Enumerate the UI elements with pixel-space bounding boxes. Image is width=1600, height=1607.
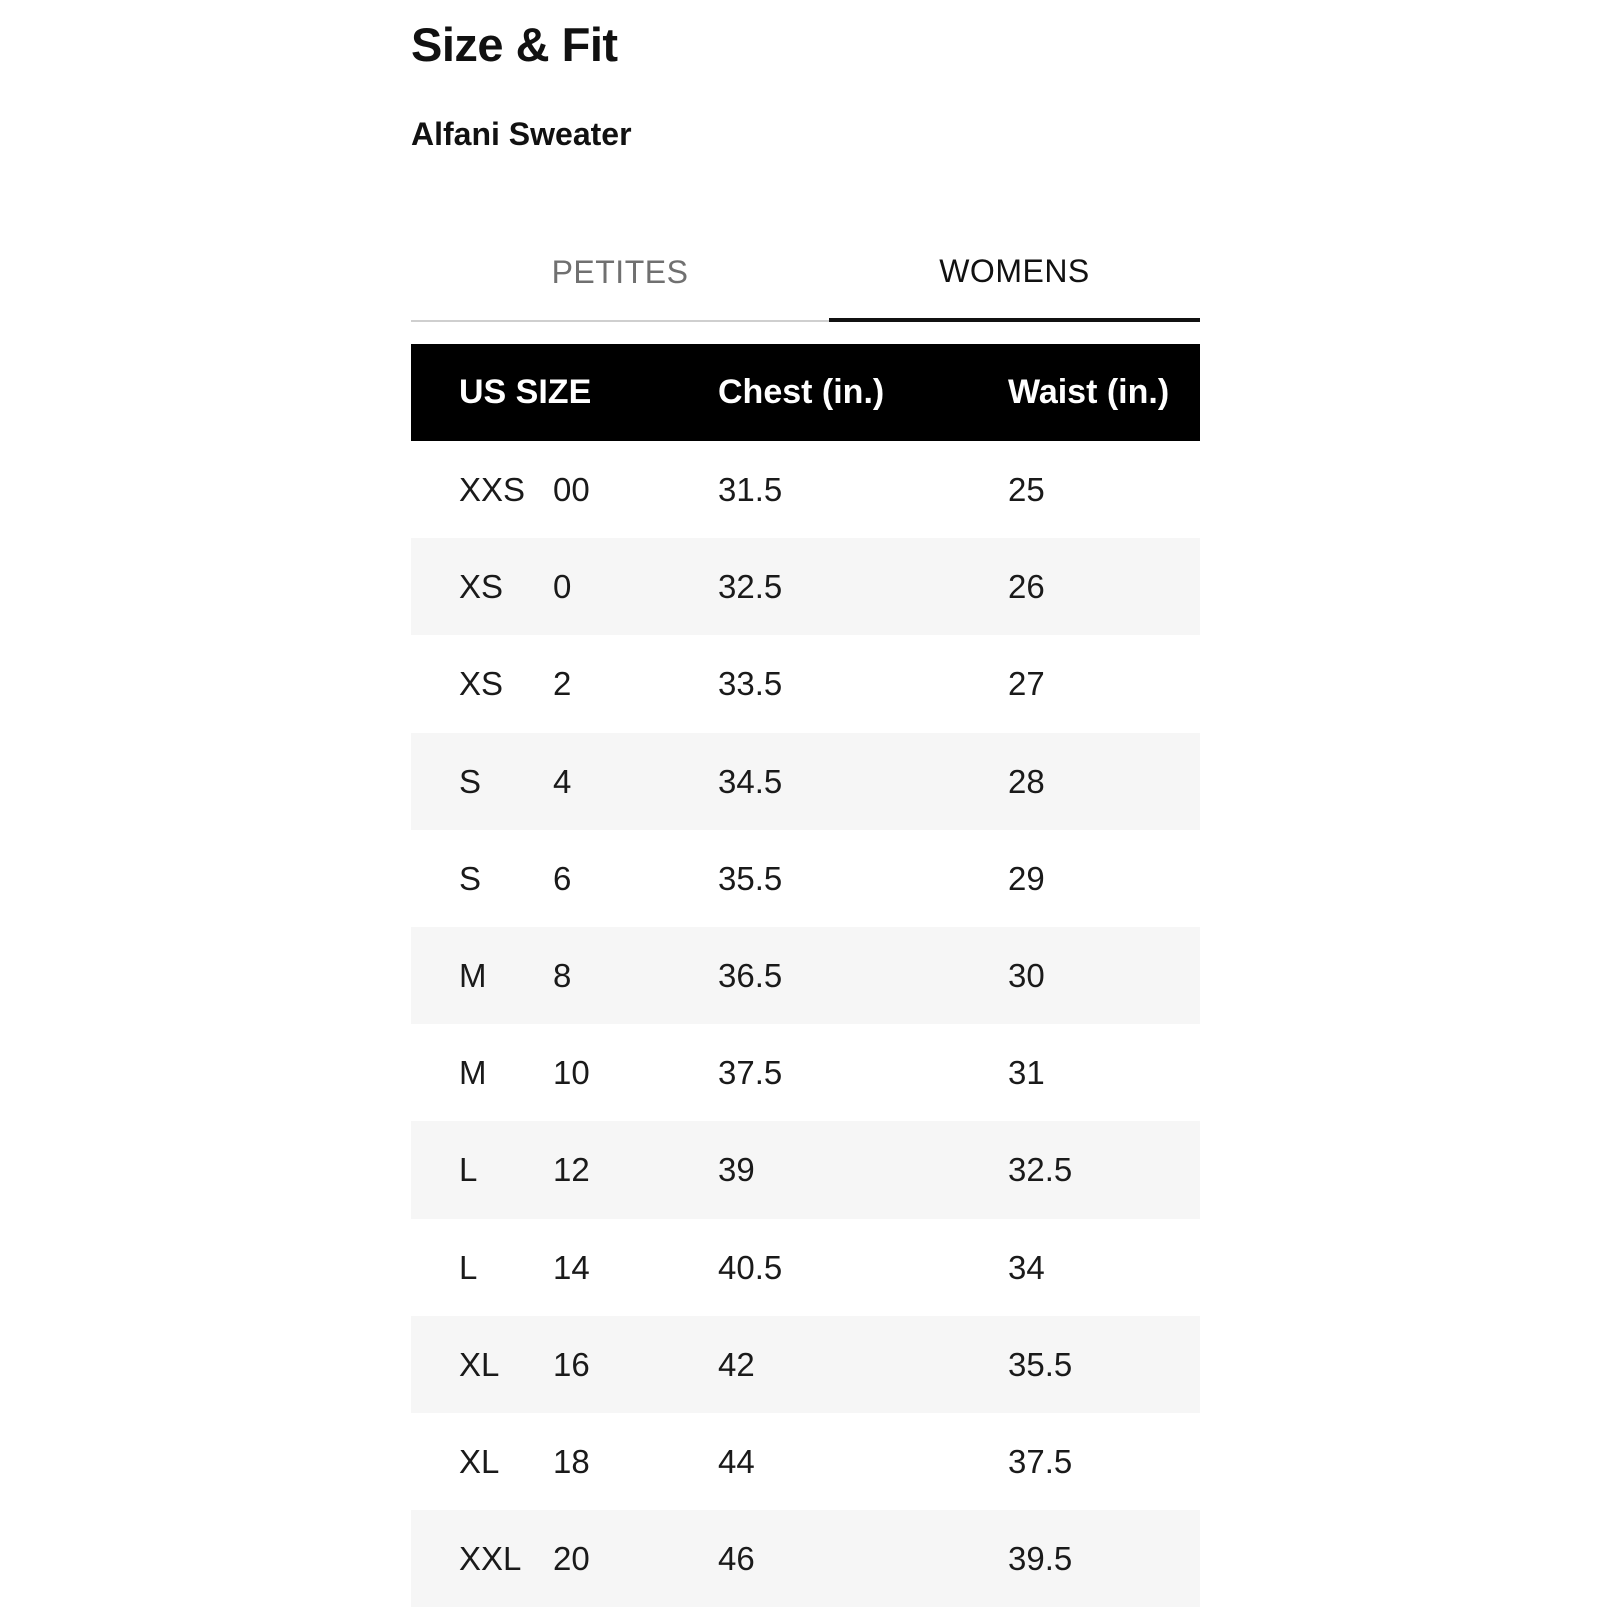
chest-cell: 42 (718, 1345, 755, 1383)
tab-womens[interactable]: WOMENS (829, 225, 1200, 322)
size-cell: XS (459, 568, 504, 606)
size-number-cell: 4 (553, 762, 572, 800)
chest-cell: 31.5 (718, 471, 783, 508)
waist-cell: 35.5 (1008, 1345, 1073, 1383)
table-row (411, 830, 1200, 927)
size-cell: XL (459, 1345, 500, 1383)
size-cell: L (459, 1151, 478, 1189)
size-number-cell: 8 (553, 956, 572, 994)
size-cell: S (459, 762, 482, 800)
chest-cell: 40.5 (718, 1248, 783, 1286)
size-chart-table (411, 344, 1200, 1607)
size-number-cell: 6 (553, 859, 572, 897)
table-header-row (411, 344, 1200, 441)
waist-cell: 34 (1008, 1248, 1045, 1286)
size-number-cell: 00 (553, 471, 590, 508)
waist-cell: 25 (1008, 471, 1045, 508)
chest-cell: 34.5 (718, 762, 783, 800)
size-cell: S (459, 859, 482, 897)
size-number-cell: 20 (553, 1540, 590, 1578)
waist-cell: 28 (1008, 762, 1045, 800)
waist-cell: 29 (1008, 859, 1045, 897)
table-row (411, 538, 1200, 635)
size-number-cell: 10 (553, 1054, 590, 1092)
size-number-cell: 16 (553, 1345, 590, 1383)
table-row (411, 733, 1200, 830)
table-row (411, 1121, 1200, 1218)
size-number-cell: 14 (553, 1248, 590, 1286)
table-row (411, 1413, 1200, 1510)
header-chest: Chest (in.) (718, 373, 885, 411)
size-number-cell: 0 (553, 568, 572, 606)
waist-cell: 32.5 (1008, 1151, 1073, 1189)
table-body (411, 441, 1200, 1607)
size-category-tabs (411, 225, 1200, 325)
chest-cell: 36.5 (718, 956, 783, 994)
waist-cell: 39.5 (1008, 1540, 1073, 1578)
table-row (411, 927, 1200, 1024)
size-cell: XXS (459, 471, 526, 508)
chest-cell: 33.5 (718, 665, 783, 703)
size-cell: L (459, 1248, 478, 1286)
table-row (411, 635, 1200, 732)
chest-cell: 37.5 (718, 1054, 783, 1092)
page-title: Size & Fit (411, 18, 618, 71)
chest-cell: 46 (718, 1540, 755, 1578)
size-cell: M (459, 956, 487, 994)
size-cell: M (459, 1054, 487, 1092)
size-number-cell: 2 (553, 665, 572, 703)
size-cell: XL (459, 1442, 500, 1480)
tab-petites[interactable]: PETITES (411, 225, 829, 322)
product-name: Alfani Sweater (411, 116, 632, 152)
chest-cell: 32.5 (718, 568, 783, 606)
header-us-size: US SIZE (459, 373, 592, 411)
table-row (411, 1024, 1200, 1121)
size-cell: XXL (459, 1540, 522, 1578)
size-number-cell: 18 (553, 1442, 590, 1480)
chest-cell: 44 (718, 1442, 755, 1480)
waist-cell: 31 (1008, 1054, 1045, 1092)
table-row (411, 1510, 1200, 1607)
size-number-cell: 12 (553, 1151, 590, 1189)
header-waist: Waist (in.) (1008, 373, 1170, 411)
table-row (411, 1219, 1200, 1316)
size-cell: XS (459, 665, 504, 703)
waist-cell: 37.5 (1008, 1442, 1073, 1480)
waist-cell: 30 (1008, 956, 1045, 994)
chest-cell: 35.5 (718, 859, 783, 897)
table-row (411, 1316, 1200, 1413)
chest-cell: 39 (718, 1151, 755, 1189)
waist-cell: 27 (1008, 665, 1045, 703)
table-row (411, 441, 1200, 538)
waist-cell: 26 (1008, 568, 1045, 606)
